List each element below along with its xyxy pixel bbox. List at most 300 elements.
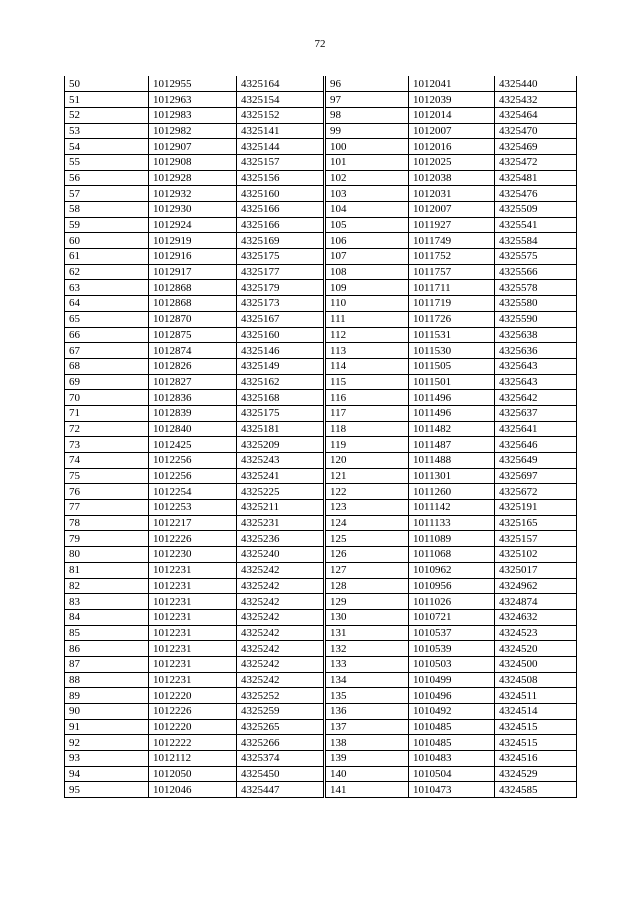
table-row [65,562,577,578]
y-coordinate-cell: 4325374 [237,751,325,767]
coordinates-table [64,76,577,798]
x-coordinate-cell: 1012050 [149,766,237,782]
x-coordinate-cell: 1012916 [149,249,237,265]
point-number-cell: 137 [325,719,409,735]
point-number-cell: 105 [325,217,409,233]
point-number-cell: 88 [65,672,149,688]
y-coordinate-cell: 4325169 [237,233,325,249]
y-coordinate-cell: 4325241 [237,468,325,484]
point-number-cell: 135 [325,688,409,704]
point-number-cell: 110 [325,296,409,312]
point-number-cell: 66 [65,327,149,343]
x-coordinate-cell: 1011488 [409,453,495,469]
x-coordinate-cell: 1012231 [149,625,237,641]
point-number-cell: 72 [65,421,149,437]
table-row [65,578,577,594]
x-coordinate-cell: 1011757 [409,264,495,280]
table-row [65,751,577,767]
y-coordinate-cell: 4325141 [237,123,325,139]
point-number-cell: 93 [65,751,149,767]
x-coordinate-cell: 1012016 [409,139,495,155]
x-coordinate-cell: 1012875 [149,327,237,343]
table-row [65,405,577,421]
y-coordinate-cell: 4324585 [495,782,577,798]
y-coordinate-cell: 4325164 [237,76,325,92]
x-coordinate-cell: 1012007 [409,202,495,218]
point-number-cell: 92 [65,735,149,751]
x-coordinate-cell: 1010503 [409,656,495,672]
x-coordinate-cell: 1012231 [149,641,237,657]
table-row [65,656,577,672]
y-coordinate-cell: 4325432 [495,92,577,108]
x-coordinate-cell: 1011927 [409,217,495,233]
x-coordinate-cell: 1012230 [149,547,237,563]
y-coordinate-cell: 4325541 [495,217,577,233]
y-coordinate-cell: 4325242 [237,609,325,625]
point-number-cell: 77 [65,500,149,516]
y-coordinate-cell: 4325240 [237,547,325,563]
point-number-cell: 128 [325,578,409,594]
x-coordinate-cell: 1012826 [149,358,237,374]
y-coordinate-cell: 4324523 [495,625,577,641]
point-number-cell: 134 [325,672,409,688]
x-coordinate-cell: 1012220 [149,719,237,735]
point-number-cell: 101 [325,154,409,170]
x-coordinate-cell: 1012932 [149,186,237,202]
x-coordinate-cell: 1012840 [149,421,237,437]
x-coordinate-cell: 1011726 [409,311,495,327]
y-coordinate-cell: 4325175 [237,249,325,265]
y-coordinate-cell: 4324508 [495,672,577,688]
x-coordinate-cell: 1010492 [409,704,495,720]
y-coordinate-cell: 4325211 [237,500,325,516]
point-number-cell: 113 [325,343,409,359]
point-number-cell: 139 [325,751,409,767]
y-coordinate-cell: 4325580 [495,296,577,312]
table-row [65,688,577,704]
point-number-cell: 86 [65,641,149,657]
y-coordinate-cell: 4324514 [495,704,577,720]
x-coordinate-cell: 1011026 [409,594,495,610]
x-coordinate-cell: 1010721 [409,609,495,625]
table-row [65,249,577,265]
x-coordinate-cell: 1010473 [409,782,495,798]
y-coordinate-cell: 4325252 [237,688,325,704]
point-number-cell: 74 [65,453,149,469]
table-row [65,531,577,547]
y-coordinate-cell: 4325697 [495,468,577,484]
point-number-cell: 118 [325,421,409,437]
x-coordinate-cell: 1012222 [149,735,237,751]
y-coordinate-cell: 4324511 [495,688,577,704]
y-coordinate-cell: 4325440 [495,76,577,92]
table-row [65,468,577,484]
y-coordinate-cell: 4325472 [495,154,577,170]
x-coordinate-cell: 1012253 [149,500,237,516]
table-row [65,594,577,610]
point-number-cell: 95 [65,782,149,798]
table-row [65,500,577,516]
y-coordinate-cell: 4325464 [495,107,577,123]
x-coordinate-cell: 1012908 [149,154,237,170]
y-coordinate-cell: 4325144 [237,139,325,155]
point-number-cell: 51 [65,92,149,108]
x-coordinate-cell: 1010485 [409,719,495,735]
point-number-cell: 87 [65,656,149,672]
point-number-cell: 125 [325,531,409,547]
point-number-cell: 104 [325,202,409,218]
x-coordinate-cell: 1012870 [149,311,237,327]
y-coordinate-cell: 4325242 [237,594,325,610]
x-coordinate-cell: 1011496 [409,390,495,406]
point-number-cell: 69 [65,374,149,390]
y-coordinate-cell: 4325168 [237,390,325,406]
point-number-cell: 122 [325,484,409,500]
point-number-cell: 90 [65,704,149,720]
x-coordinate-cell: 1011496 [409,405,495,421]
y-coordinate-cell: 4325156 [237,170,325,186]
y-coordinate-cell: 4324874 [495,594,577,610]
table-row [65,484,577,500]
x-coordinate-cell: 1011089 [409,531,495,547]
x-coordinate-cell: 1012930 [149,202,237,218]
point-number-cell: 64 [65,296,149,312]
x-coordinate-cell: 1010499 [409,672,495,688]
point-number-cell: 55 [65,154,149,170]
table-row [65,217,577,233]
point-number-cell: 141 [325,782,409,798]
y-coordinate-cell: 4325447 [237,782,325,798]
y-coordinate-cell: 4325566 [495,264,577,280]
y-coordinate-cell: 4325642 [495,390,577,406]
table-row [65,735,577,751]
point-number-cell: 116 [325,390,409,406]
point-number-cell: 102 [325,170,409,186]
point-number-cell: 83 [65,594,149,610]
table-row [65,453,577,469]
x-coordinate-cell: 1012955 [149,76,237,92]
point-number-cell: 131 [325,625,409,641]
point-number-cell: 112 [325,327,409,343]
y-coordinate-cell: 4325643 [495,374,577,390]
x-coordinate-cell: 1012254 [149,484,237,500]
point-number-cell: 84 [65,609,149,625]
x-coordinate-cell: 1012924 [149,217,237,233]
x-coordinate-cell: 1012917 [149,264,237,280]
y-coordinate-cell: 4325166 [237,202,325,218]
x-coordinate-cell: 1012231 [149,672,237,688]
table-row [65,547,577,563]
table-row [65,264,577,280]
y-coordinate-cell: 4325157 [495,531,577,547]
table-row [65,186,577,202]
table-row [65,296,577,312]
point-number-cell: 114 [325,358,409,374]
table-row [65,123,577,139]
point-number-cell: 127 [325,562,409,578]
y-coordinate-cell: 4325160 [237,186,325,202]
table-row [65,641,577,657]
table-row [65,515,577,531]
y-coordinate-cell: 4325242 [237,562,325,578]
x-coordinate-cell: 1011501 [409,374,495,390]
y-coordinate-cell: 4325160 [237,327,325,343]
y-coordinate-cell: 4325175 [237,405,325,421]
point-number-cell: 50 [65,76,149,92]
point-number-cell: 56 [65,170,149,186]
y-coordinate-cell: 4325259 [237,704,325,720]
x-coordinate-cell: 1012907 [149,139,237,155]
x-coordinate-cell: 1012963 [149,92,237,108]
point-number-cell: 100 [325,139,409,155]
point-number-cell: 115 [325,374,409,390]
y-coordinate-cell: 4325584 [495,233,577,249]
point-number-cell: 126 [325,547,409,563]
x-coordinate-cell: 1012256 [149,453,237,469]
point-number-cell: 82 [65,578,149,594]
x-coordinate-cell: 1012014 [409,107,495,123]
y-coordinate-cell: 4325590 [495,311,577,327]
y-coordinate-cell: 4325638 [495,327,577,343]
point-number-cell: 65 [65,311,149,327]
x-coordinate-cell: 1012231 [149,656,237,672]
table-row [65,782,577,798]
x-coordinate-cell: 1012928 [149,170,237,186]
y-coordinate-cell: 4325636 [495,343,577,359]
y-coordinate-cell: 4325242 [237,656,325,672]
point-number-cell: 89 [65,688,149,704]
point-number-cell: 54 [65,139,149,155]
y-coordinate-cell: 4325157 [237,154,325,170]
x-coordinate-cell: 1012039 [409,92,495,108]
y-coordinate-cell: 4324632 [495,609,577,625]
point-number-cell: 71 [65,405,149,421]
point-number-cell: 52 [65,107,149,123]
point-number-cell: 106 [325,233,409,249]
x-coordinate-cell: 1012007 [409,123,495,139]
x-coordinate-cell: 1011505 [409,358,495,374]
y-coordinate-cell: 4325149 [237,358,325,374]
y-coordinate-cell: 4325672 [495,484,577,500]
y-coordinate-cell: 4325165 [495,515,577,531]
table-row [65,766,577,782]
y-coordinate-cell: 4325641 [495,421,577,437]
point-number-cell: 60 [65,233,149,249]
x-coordinate-cell: 1012231 [149,578,237,594]
y-coordinate-cell: 4325166 [237,217,325,233]
point-number-cell: 73 [65,437,149,453]
table-row [65,139,577,155]
x-coordinate-cell: 1011301 [409,468,495,484]
y-coordinate-cell: 4325102 [495,547,577,563]
y-coordinate-cell: 4325146 [237,343,325,359]
point-number-cell: 108 [325,264,409,280]
x-coordinate-cell: 1012046 [149,782,237,798]
y-coordinate-cell: 4325637 [495,405,577,421]
point-number-cell: 130 [325,609,409,625]
table-row [65,92,577,108]
y-coordinate-cell: 4325469 [495,139,577,155]
y-coordinate-cell: 4325242 [237,625,325,641]
point-number-cell: 103 [325,186,409,202]
x-coordinate-cell: 1012919 [149,233,237,249]
y-coordinate-cell: 4325152 [237,107,325,123]
point-number-cell: 96 [325,76,409,92]
point-number-cell: 70 [65,390,149,406]
y-coordinate-cell: 4325167 [237,311,325,327]
point-number-cell: 117 [325,405,409,421]
point-number-cell: 136 [325,704,409,720]
table-row [65,609,577,625]
x-coordinate-cell: 1011068 [409,547,495,563]
x-coordinate-cell: 1012220 [149,688,237,704]
x-coordinate-cell: 1011260 [409,484,495,500]
point-number-cell: 140 [325,766,409,782]
y-coordinate-cell: 4325266 [237,735,325,751]
table-row [65,719,577,735]
y-coordinate-cell: 4325509 [495,202,577,218]
x-coordinate-cell: 1012226 [149,531,237,547]
y-coordinate-cell: 4325481 [495,170,577,186]
y-coordinate-cell: 4325450 [237,766,325,782]
point-number-cell: 138 [325,735,409,751]
y-coordinate-cell: 4325649 [495,453,577,469]
y-coordinate-cell: 4325236 [237,531,325,547]
x-coordinate-cell: 1012982 [149,123,237,139]
point-number-cell: 58 [65,202,149,218]
y-coordinate-cell: 4324529 [495,766,577,782]
y-coordinate-cell: 4325242 [237,672,325,688]
y-coordinate-cell: 4325209 [237,437,325,453]
point-number-cell: 132 [325,641,409,657]
x-coordinate-cell: 1010539 [409,641,495,657]
x-coordinate-cell: 1012231 [149,609,237,625]
y-coordinate-cell: 4325231 [237,515,325,531]
page-number: 72 [314,38,326,50]
x-coordinate-cell: 1011142 [409,500,495,516]
point-number-cell: 97 [325,92,409,108]
table-row [65,170,577,186]
y-coordinate-cell: 4325225 [237,484,325,500]
table-row [65,233,577,249]
x-coordinate-cell: 1012983 [149,107,237,123]
table-row [65,154,577,170]
y-coordinate-cell: 4325154 [237,92,325,108]
point-number-cell: 129 [325,594,409,610]
y-coordinate-cell: 4325646 [495,437,577,453]
point-number-cell: 57 [65,186,149,202]
y-coordinate-cell: 4325179 [237,280,325,296]
point-number-cell: 59 [65,217,149,233]
point-number-cell: 107 [325,249,409,265]
x-coordinate-cell: 1012256 [149,468,237,484]
y-coordinate-cell: 4325470 [495,123,577,139]
x-coordinate-cell: 1011482 [409,421,495,437]
x-coordinate-cell: 1010962 [409,562,495,578]
x-coordinate-cell: 1010485 [409,735,495,751]
point-number-cell: 111 [325,311,409,327]
y-coordinate-cell: 4324515 [495,735,577,751]
y-coordinate-cell: 4325243 [237,453,325,469]
y-coordinate-cell: 4325578 [495,280,577,296]
point-number-cell: 62 [65,264,149,280]
table-row [65,421,577,437]
y-coordinate-cell: 4325177 [237,264,325,280]
x-coordinate-cell: 1010956 [409,578,495,594]
x-coordinate-cell: 1012038 [409,170,495,186]
point-number-cell: 67 [65,343,149,359]
point-number-cell: 123 [325,500,409,516]
y-coordinate-cell: 4324515 [495,719,577,735]
x-coordinate-cell: 1011711 [409,280,495,296]
coordinates-table-body [65,76,577,798]
point-number-cell: 99 [325,123,409,139]
point-number-cell: 63 [65,280,149,296]
x-coordinate-cell: 1012827 [149,374,237,390]
x-coordinate-cell: 1012217 [149,515,237,531]
x-coordinate-cell: 1011487 [409,437,495,453]
y-coordinate-cell: 4325017 [495,562,577,578]
y-coordinate-cell: 4324500 [495,656,577,672]
table-row [65,625,577,641]
x-coordinate-cell: 1010537 [409,625,495,641]
x-coordinate-cell: 1012041 [409,76,495,92]
point-number-cell: 76 [65,484,149,500]
table-row [65,437,577,453]
point-number-cell: 121 [325,468,409,484]
y-coordinate-cell: 4325242 [237,578,325,594]
y-coordinate-cell: 4324516 [495,751,577,767]
x-coordinate-cell: 1010504 [409,766,495,782]
table-row [65,76,577,92]
x-coordinate-cell: 1011749 [409,233,495,249]
table-row [65,704,577,720]
y-coordinate-cell: 4324520 [495,641,577,657]
x-coordinate-cell: 1011531 [409,327,495,343]
table-row [65,280,577,296]
table-row [65,202,577,218]
x-coordinate-cell: 1012868 [149,280,237,296]
table-row [65,374,577,390]
table-row [65,358,577,374]
point-number-cell: 61 [65,249,149,265]
point-number-cell: 80 [65,547,149,563]
x-coordinate-cell: 1012839 [149,405,237,421]
x-coordinate-cell: 1012231 [149,562,237,578]
point-number-cell: 91 [65,719,149,735]
x-coordinate-cell: 1012226 [149,704,237,720]
point-number-cell: 79 [65,531,149,547]
x-coordinate-cell: 1012112 [149,751,237,767]
point-number-cell: 98 [325,107,409,123]
point-number-cell: 81 [65,562,149,578]
x-coordinate-cell: 1010483 [409,751,495,767]
y-coordinate-cell: 4325242 [237,641,325,657]
table-row [65,107,577,123]
point-number-cell: 109 [325,280,409,296]
x-coordinate-cell: 1012874 [149,343,237,359]
y-coordinate-cell: 4325476 [495,186,577,202]
x-coordinate-cell: 1011530 [409,343,495,359]
point-number-cell: 75 [65,468,149,484]
point-number-cell: 68 [65,358,149,374]
x-coordinate-cell: 1012025 [409,154,495,170]
y-coordinate-cell: 4325191 [495,500,577,516]
table-row [65,672,577,688]
point-number-cell: 78 [65,515,149,531]
table-row [65,311,577,327]
point-number-cell: 120 [325,453,409,469]
